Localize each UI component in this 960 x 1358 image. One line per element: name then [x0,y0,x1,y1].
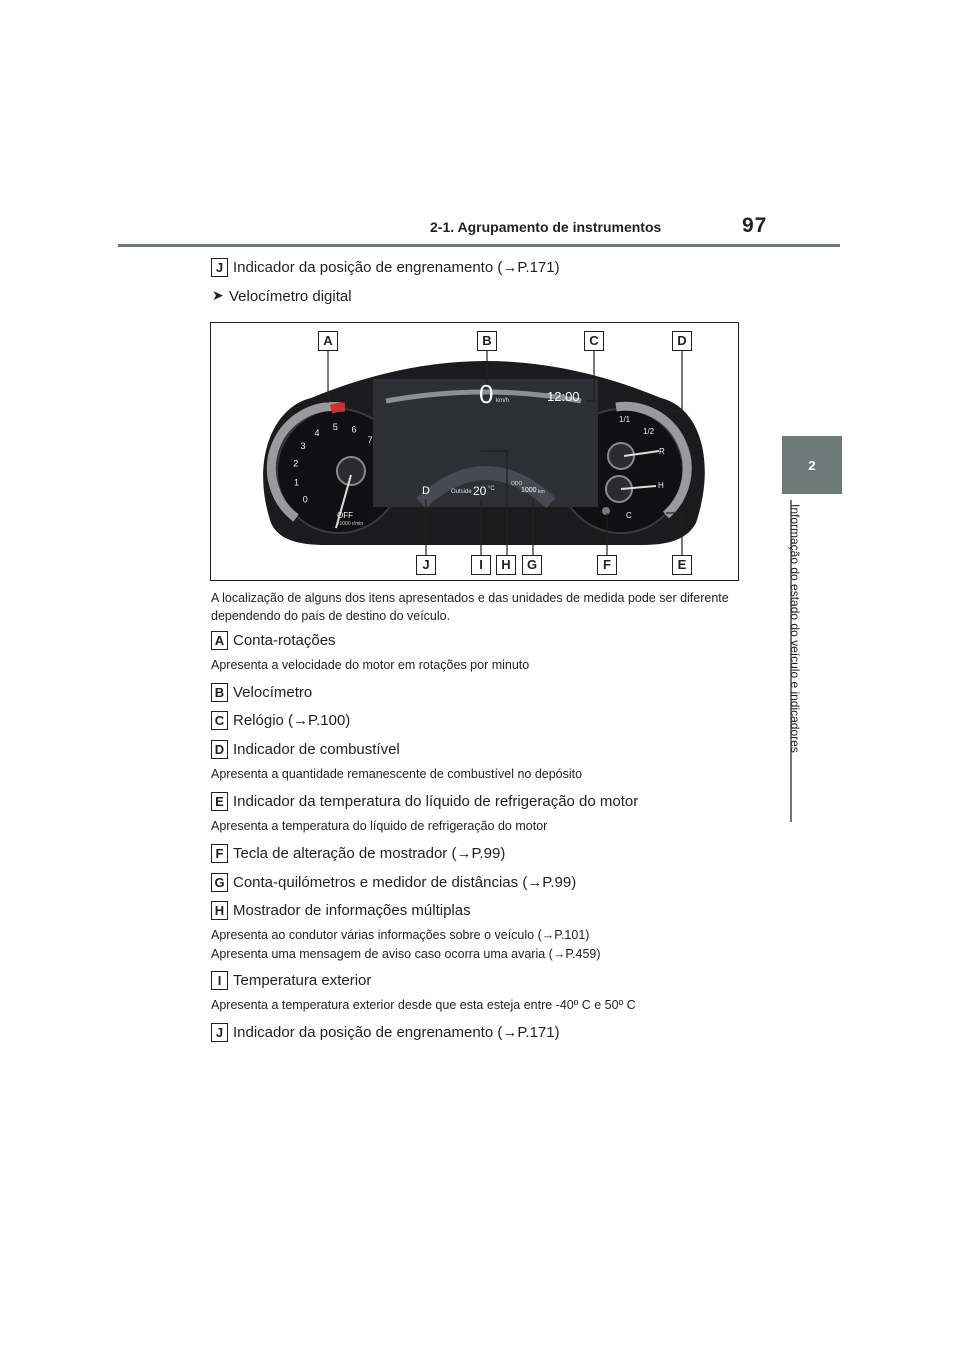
tach-tick-label: 3 [300,440,306,451]
instrument-cluster-figure [210,322,739,581]
item-description: Apresenta a temperatura do líquido de refrigeração do motor [211,819,548,833]
page-number: 97 [742,214,768,237]
callout-d: D [672,331,692,351]
item-title: Relógio (→P.100) [233,712,351,729]
callout-i: I [471,555,491,575]
speed-unit: km/h [496,398,510,404]
tach-tick-label: 4 [314,427,320,438]
odo-label: ODO [511,481,523,487]
outside-label: Outside [451,489,472,495]
gear-position: D [422,485,430,497]
callout-lines [211,323,738,580]
callout-f: F [597,555,617,575]
callout-a: A [318,331,338,351]
item-description: Apresenta a velocidade do motor em rotações por minuto [211,658,530,672]
item-title: Indicador da posição de engrenamento (→P.171) [233,1024,560,1041]
outside-temp-unit: °C [488,486,495,492]
figure-caption: A localização de alguns dos itens apresentados e das unidades de medida pode ser diferente dependendo do país de destino do veículo. [211,591,729,623]
letter-box: H [211,901,228,920]
tach-tick-label: 2 [293,458,299,469]
speed-value: 0 [479,379,494,409]
callout-c: C [584,331,604,351]
fuel-reserve: R [659,447,665,456]
off-label: OFF [337,511,353,520]
fuel-half: 1/2 [643,427,655,436]
item-title: Tecla de alteração de mostrador (→P.99) [233,845,506,862]
letter-box: J [211,1023,228,1042]
letter-box: C [211,711,228,730]
top-item-text: Indicador da posição de engrenamento (→P.171) [233,259,560,276]
letter-box: J [211,258,228,277]
clock-value: 12:00 [547,389,580,404]
item-title: Velocímetro [233,684,313,701]
odo-value: 1000 [521,487,537,494]
subsection-title: Velocímetro digital [229,288,352,305]
outside-temp: 20 [473,484,487,498]
tach-tick-label: 5 [332,422,338,433]
item-title: Mostrador de informações múltiplas [233,902,471,919]
chapter-number: 2 [808,458,816,473]
item-title: Indicador de combustível [233,741,400,758]
chapter-title-vertical [788,504,808,824]
header-rule [118,244,840,247]
letter-box: I [211,971,228,990]
fuel-full: 1/1 [619,415,631,424]
letter-box: B [211,683,228,702]
tach-tick-label: 0 [302,494,308,505]
callout-h: H [496,555,516,575]
letter-box: D [211,740,228,759]
callout-b: B [477,331,497,351]
section-title: 2-1. Agrupamento de instrumentos [430,219,662,235]
letter-box: G [211,873,228,892]
letter-box: A [211,631,228,650]
item-title: Temperatura exterior [233,972,372,989]
odo-unit: km [538,489,545,495]
item-title: Conta-rotações [233,632,336,649]
tach-tick-label: 6 [351,424,357,435]
item-description: Apresenta a temperatura exterior desde que esta esteja entre -40º C e 50º C [211,998,636,1012]
item-title: Indicador da temperatura do líquido de refrigeração do motor [233,793,639,810]
item-description: Apresenta a quantidade remanescente de combustível no depósito [211,767,583,781]
item-title: Conta-quilómetros e medidor de distâncias (→P.99) [233,874,577,891]
tach-tick-label: 7 [367,434,373,445]
arrow-icon: ➤ [212,287,224,303]
tach-unit: x1000 r/min [337,521,364,527]
callout-e: E [672,555,692,575]
tach-tick-label: 1 [293,477,300,488]
callout-j: J [416,555,436,575]
letter-box: E [211,792,228,811]
chapter-title: Informação do estado do veículo e indicadores [788,504,802,753]
item-description: Apresenta ao condutor várias informações sobre o veículo (→P.101) [211,928,590,942]
item-description: Apresenta uma mensagem de aviso caso ocorra uma avaria (→P.459) [211,947,601,961]
temp-hot: H [658,481,664,490]
temp-cold: C [626,511,632,520]
callout-g: G [522,555,542,575]
letter-box: F [211,844,228,863]
